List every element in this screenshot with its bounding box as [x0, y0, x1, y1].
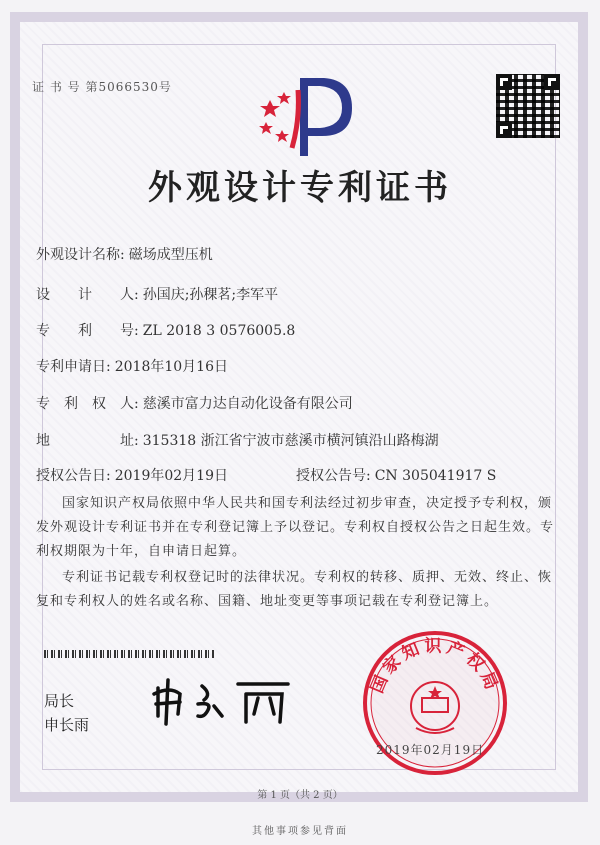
signatory-name: 申长雨: [44, 716, 90, 734]
seal-date: 2019年02月19日: [376, 743, 485, 757]
field-patent-number: 专 利 号: ZL 2018 3 0576005.8: [36, 323, 296, 339]
footnote: 其他事项参见背面: [252, 826, 348, 837]
field-grant-number: 授权公告号: CN 305041917 S: [296, 468, 497, 484]
field-grant-date: 授权公告日: 2019年02月19日: [36, 468, 228, 484]
signatory-title: 局长: [44, 692, 75, 710]
barcode-strip: [44, 650, 214, 658]
svg-text:国家知识产权局: 国家知识产权局: [367, 636, 503, 697]
certificate-number: 证 书 号 第5066530号: [32, 80, 172, 94]
page-number: 第 1 页（共 2 页）: [257, 790, 343, 801]
qr-code: [496, 74, 560, 138]
paragraph-legal-status: 专利证书记载专利权登记时的法律状况。专利权的转移、质押、无效、终止、恢复和专利权人的姓名或名称、国籍、地址变更等事项记载在专利登记簿上。: [36, 570, 553, 609]
certificate-title: 外观设计专利证书: [148, 168, 452, 208]
field-design-name: 外观设计名称: 磁场成型压机: [36, 247, 213, 263]
field-address: 地 址: 315318 浙江省宁波市慈溪市横河镇沿山路梅湖: [36, 433, 439, 449]
field-filing-date: 专利申请日: 2018年10月16日: [36, 359, 228, 375]
field-designer: 设 计 人: 孙国庆;孙稞茗;李军平: [36, 287, 279, 303]
field-patentee: 专 利 权 人: 慈溪市富力达自动化设备有限公司: [36, 396, 353, 412]
paragraph-grant-statement: 国家知识产权局依照中华人民共和国专利法经过初步审查，决定授予专利权，颁发外观设计专利证书并在专利登记簿上予以登记。专利权自授权公告之日起生效。专利权期限为十年，自申请日起算。: [36, 496, 555, 559]
cnipa-logo-icon: [252, 70, 362, 160]
handwritten-signature: [150, 676, 300, 726]
